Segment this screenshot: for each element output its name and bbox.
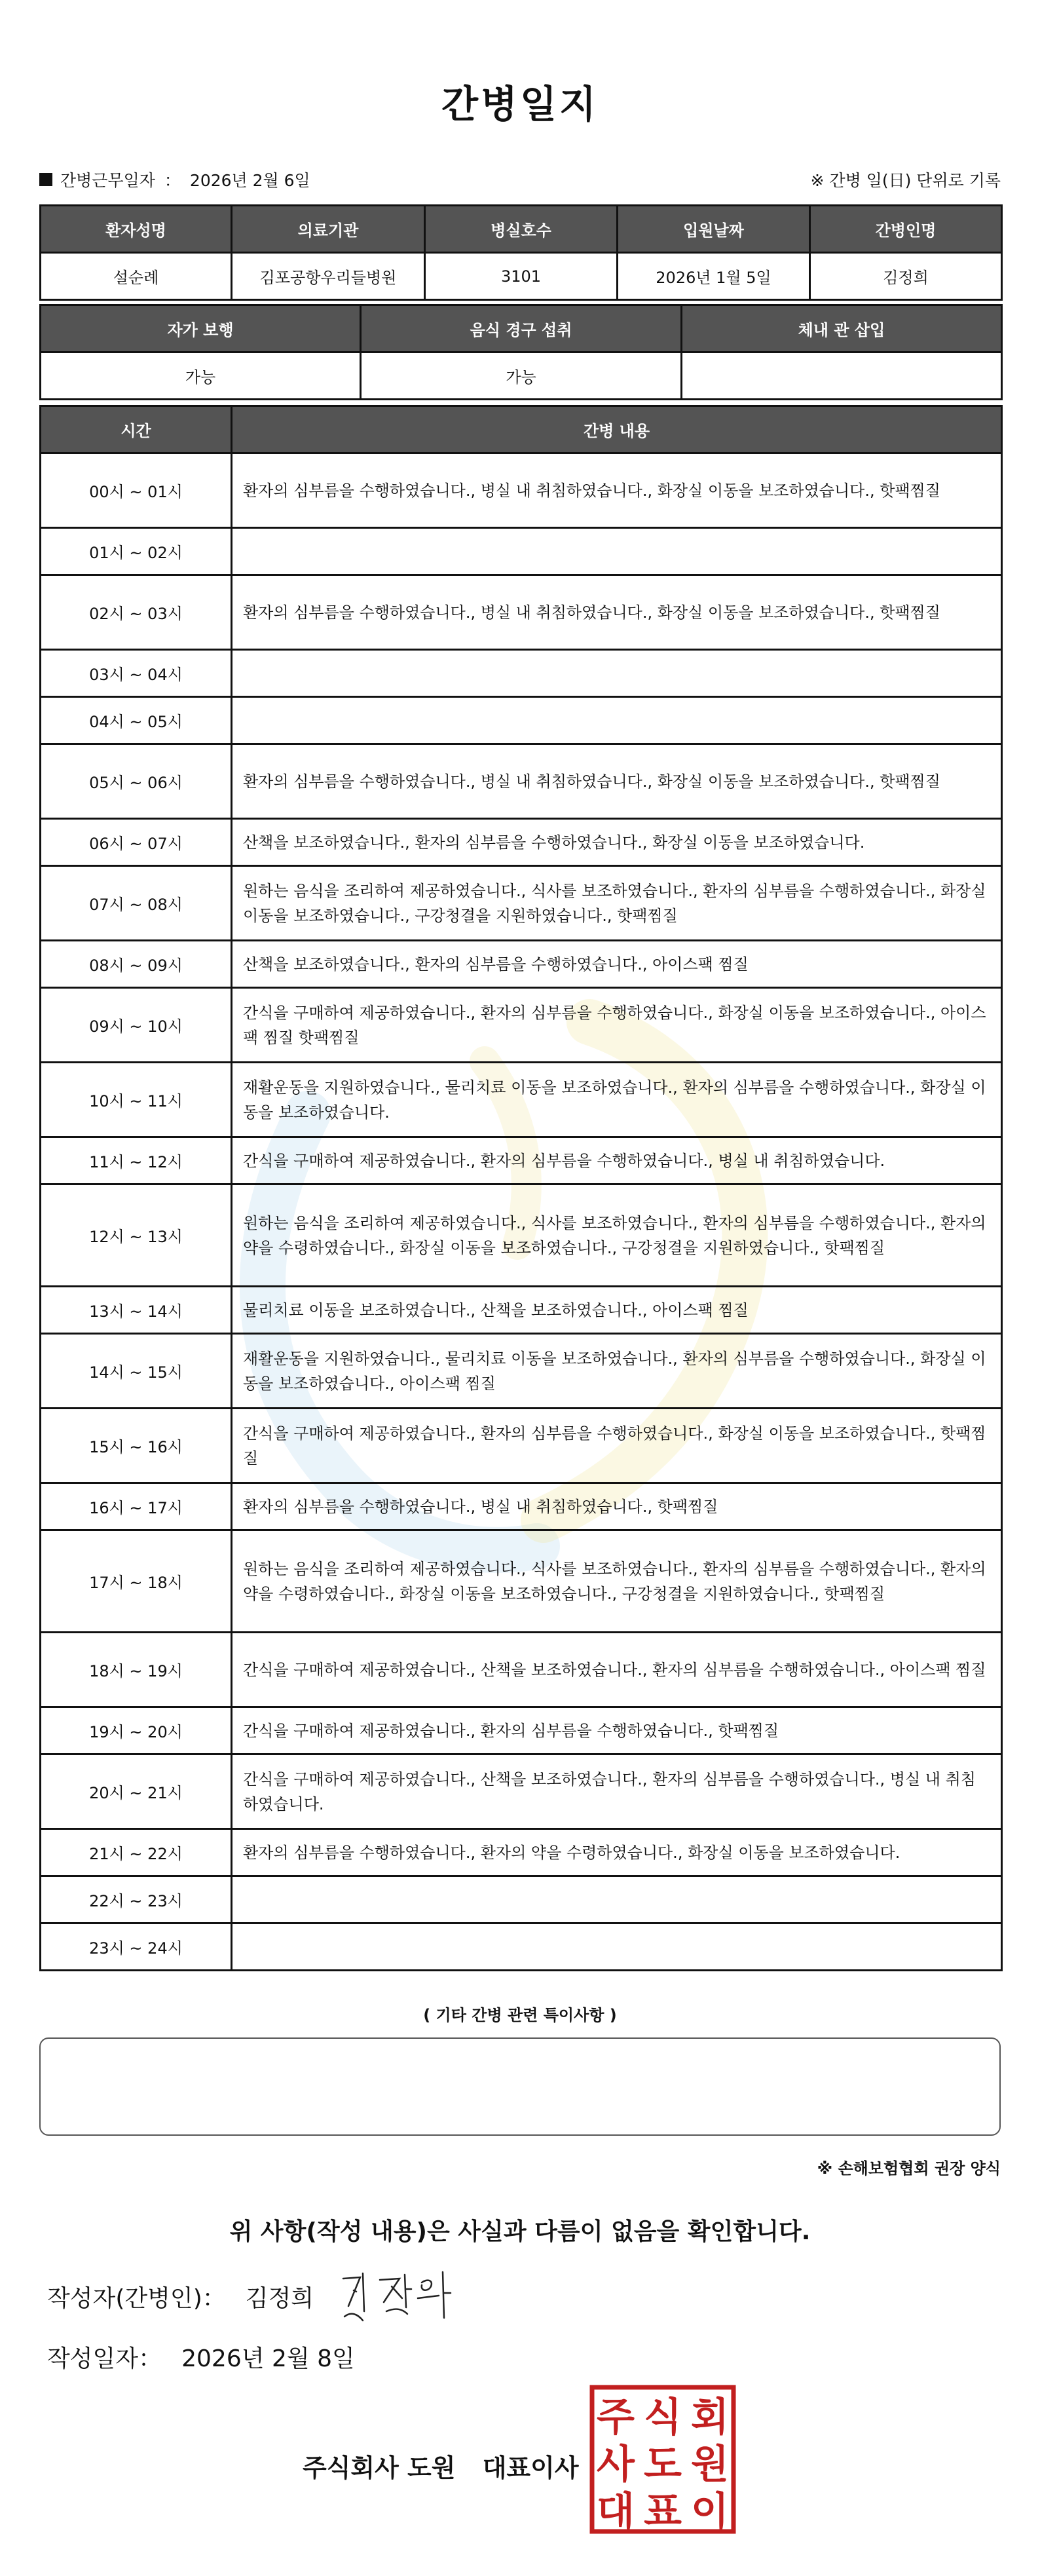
svg-text:회: 회 [691, 2395, 729, 2440]
care-log-content: 환자의 심부름을 수행하였습니다., 병실 내 취침하였습니다., 핫팩찜질 [232, 1483, 1002, 1530]
work-date-label: 간병근무일자 [60, 171, 155, 190]
patient-info-value-row [41, 253, 1002, 300]
care-log-time: 23시 ~ 24시 [41, 1923, 232, 1971]
header-self-walking: 자가 보행 [41, 305, 361, 352]
care-log-time: 05시 ~ 06시 [41, 744, 232, 819]
care-log-content: 간식을 구매하여 제공하였습니다., 환자의 심부름을 수행하였습니다., 핫팩찜질 [232, 1707, 1002, 1754]
care-log-time: 15시 ~ 16시 [41, 1409, 232, 1483]
care-log-time: 04시 ~ 05시 [41, 697, 232, 744]
care-log-row [41, 1754, 1002, 1829]
care-log-row [41, 744, 1002, 819]
value-room-number: 3101 [425, 253, 618, 300]
care-log-content: 원하는 음식을 조리하여 제공하였습니다., 식사를 보조하였습니다., 환자의 심부름을 수행하였습니다., 화장실 이동을 보조하였습니다., 구강청결을 지원하였습니다., 핫팩찜질 [232, 866, 1002, 941]
care-log-content: 간식을 구매하여 제공하였습니다., 환자의 심부름을 수행하였습니다., 화장실 이동을 보조하였습니다., 핫팩찜질 [232, 1409, 1002, 1483]
written-date-value: 2026년 2월 8일 [181, 2345, 355, 2372]
care-log-time: 00시 ~ 01시 [41, 453, 232, 528]
care-log-time: 07시 ~ 08시 [41, 866, 232, 941]
header-room-number: 병실호수 [425, 206, 618, 253]
care-log-row [41, 1137, 1002, 1184]
written-date-line [47, 2340, 355, 2374]
header-admission-date: 입원날짜 [618, 206, 810, 253]
care-log-row [41, 1530, 1002, 1633]
header-oral-intake: 음식 경구 섭취 [361, 305, 682, 352]
care-log-row [41, 1334, 1002, 1409]
care-log-time: 02시 ~ 03시 [41, 575, 232, 650]
care-log-row [41, 988, 1002, 1063]
care-log-row [41, 1063, 1002, 1137]
care-log-row [41, 1923, 1002, 1971]
care-log-time: 16시 ~ 17시 [41, 1483, 232, 1530]
care-log-time: 21시 ~ 22시 [41, 1829, 232, 1876]
care-log-time: 18시 ~ 19시 [41, 1633, 232, 1707]
special-notes-label: ( 기타 간병 관련 특이사항 ) [423, 2006, 617, 2024]
care-log-content: 원하는 음식을 조리하여 제공하였습니다., 식사를 보조하였습니다., 환자의 심부름을 수행하였습니다., 환자의 약을 수령하였습니다., 화장실 이동을 보조하였습니다., 구강청결을 지원하였습니다., 핫팩찜질 [232, 1530, 1002, 1633]
standard-form-note: ※ 손해보험협회 권장 양식 [817, 2159, 1001, 2178]
care-log-content [232, 650, 1002, 697]
value-admission-date: 2026년 1월 5일 [618, 253, 810, 300]
care-log-time: 17시 ~ 18시 [41, 1530, 232, 1633]
care-log-content [232, 1923, 1002, 1971]
care-log-row [41, 1707, 1002, 1754]
care-log-row [41, 1409, 1002, 1483]
care-log-content: 물리치료 이동을 보조하였습니다., 산책을 보조하였습니다., 아이스팩 찜질 [232, 1287, 1002, 1334]
writer-line [47, 2280, 314, 2313]
care-log-time: 06시 ~ 07시 [41, 819, 232, 866]
care-log-time: 12시 ~ 13시 [41, 1184, 232, 1287]
handwritten-signature [334, 2265, 458, 2324]
care-log-content: 산책을 보조하였습니다., 환자의 심부름을 수행하였습니다., 아이스팩 찜질 [232, 941, 1002, 988]
special-notes-text [41, 2039, 999, 2060]
meta-row [39, 168, 1001, 191]
patient-ability-table [39, 304, 1003, 400]
patient-info-table [39, 204, 1003, 301]
header-patient-name: 환자성명 [41, 206, 232, 253]
ability-value-row [41, 352, 1002, 400]
value-medical-institution: 김포공항우리들병원 [232, 253, 425, 300]
care-log-time: 13시 ~ 14시 [41, 1287, 232, 1334]
svg-text:원: 원 [691, 2442, 729, 2488]
header-care-content: 간병 내용 [232, 406, 1002, 453]
care-log-time: 09시 ~ 10시 [41, 988, 232, 1063]
care-log-time: 22시 ~ 23시 [41, 1876, 232, 1923]
work-date-colon: ： [164, 171, 181, 190]
care-log-content: 원하는 음식을 조리하여 제공하였습니다., 식사를 보조하였습니다., 환자의 심부름을 수행하였습니다., 환자의 약을 수령하였습니다., 화장실 이동을 보조하였습니다., 구강청결을 지원하였습니다., 핫팩찜질 [232, 1184, 1002, 1287]
care-log-content: 산책을 보조하였습니다., 환자의 심부름을 수행하였습니다., 화장실 이동을 보조하였습니다. [232, 819, 1002, 866]
care-log-row [41, 941, 1002, 988]
company-signature-line [303, 2448, 579, 2484]
care-log-row [41, 1483, 1002, 1530]
care-log-row [41, 1633, 1002, 1707]
care-log-content: 간식을 구매하여 제공하였습니다., 환자의 심부름을 수행하였습니다., 화장실 이동을 보조하였습니다., 아이스팩 찜질 핫팩찜질 [232, 988, 1002, 1063]
care-log-time: 11시 ~ 12시 [41, 1137, 232, 1184]
care-log-content: 재활운동을 지원하였습니다., 물리치료 이동을 보조하였습니다., 환자의 심부름을 수행하였습니다., 화장실 이동을 보조하였습니다., 아이스팩 찜질 [232, 1334, 1002, 1409]
page-title: 간병일지 [441, 82, 599, 126]
care-log-content: 환자의 심부름을 수행하였습니다., 환자의 약을 수령하였습니다., 화장실 이동을 보조하였습니다. [232, 1829, 1002, 1876]
care-log-content: 간식을 구매하여 제공하였습니다., 환자의 심부름을 수행하였습니다., 병실 내 취침하였습니다. [232, 1137, 1002, 1184]
header-tube-insertion: 체내 관 삽입 [682, 305, 1002, 352]
care-log-row [41, 866, 1002, 941]
care-log-time: 08시 ~ 09시 [41, 941, 232, 988]
value-patient-name: 설순례 [41, 253, 232, 300]
care-log-content [232, 528, 1002, 575]
work-date [39, 168, 310, 191]
header-medical-institution: 의료기관 [232, 206, 425, 253]
care-log-row [41, 575, 1002, 650]
care-log-content: 환자의 심부름을 수행하였습니다., 병실 내 취침하였습니다., 화장실 이동을 보조하였습니다., 핫팩찜질 [232, 453, 1002, 528]
svg-text:표: 표 [644, 2489, 682, 2534]
care-log-time: 14시 ~ 15시 [41, 1334, 232, 1409]
care-log-content: 환자의 심부름을 수행하였습니다., 병실 내 취침하였습니다., 화장실 이동을 보조하였습니다., 핫팩찜질 [232, 575, 1002, 650]
care-log-row [41, 819, 1002, 866]
care-log-row [41, 1876, 1002, 1923]
header-caregiver-name: 간병인명 [810, 206, 1002, 253]
confirmation-statement: 위 사항(작성 내용)은 사실과 다름이 없음을 확인합니다. [229, 2218, 811, 2245]
care-log-row [41, 650, 1002, 697]
care-log-row [41, 528, 1002, 575]
written-date-label: 작성일자： [47, 2345, 162, 2372]
svg-text:도: 도 [644, 2442, 682, 2488]
care-log-time: 19시 ~ 20시 [41, 1707, 232, 1754]
care-log-content: 환자의 심부름을 수행하였습니다., 병실 내 취침하였습니다., 화장실 이동을 보조하였습니다., 핫팩찜질 [232, 744, 1002, 819]
care-log-row [41, 697, 1002, 744]
care-log-row [41, 453, 1002, 528]
svg-text:주: 주 [597, 2395, 635, 2440]
value-self-walking: 가능 [41, 352, 361, 400]
special-notes-box [39, 2037, 1001, 2136]
care-log-time: 20시 ~ 21시 [41, 1754, 232, 1829]
ability-header-row [41, 305, 1002, 352]
care-log-time: 01시 ~ 02시 [41, 528, 232, 575]
company-seal-stamp [589, 2385, 736, 2534]
svg-text:식: 식 [644, 2395, 682, 2440]
company-name: 주식회사 도원 [303, 2453, 456, 2482]
company-role: 대표이사 [482, 2453, 579, 2482]
value-oral-intake: 가능 [361, 352, 682, 400]
care-log-row [41, 1829, 1002, 1876]
unit-note: ※ 간병 일(日) 단위로 기록 [810, 171, 1001, 190]
value-tube-insertion [682, 352, 1002, 400]
care-log-content: 재활운동을 지원하였습니다., 물리치료 이동을 보조하였습니다., 환자의 심부름을 수행하였습니다., 화장실 이동을 보조하였습니다. [232, 1063, 1002, 1137]
care-log-content [232, 697, 1002, 744]
svg-text:대: 대 [597, 2489, 635, 2534]
writer-label: 작성자(간병인)： [47, 2285, 226, 2312]
care-log-content: 간식을 구매하여 제공하였습니다., 산책을 보조하였습니다., 환자의 심부름을 수행하였습니다., 아이스팩 찜질 [232, 1633, 1002, 1707]
care-log-time: 10시 ~ 11시 [41, 1063, 232, 1137]
care-log-row [41, 1184, 1002, 1287]
care-log-time: 03시 ~ 04시 [41, 650, 232, 697]
patient-info-header-row [41, 206, 1002, 253]
svg-text:사: 사 [597, 2442, 635, 2488]
header-time: 시간 [41, 406, 232, 453]
value-caregiver-name: 김정희 [810, 253, 1002, 300]
care-log-content [232, 1876, 1002, 1923]
care-log-table [39, 405, 1003, 1971]
square-bullet-icon [39, 173, 52, 186]
svg-text:이: 이 [691, 2489, 729, 2534]
care-log-header-row [41, 406, 1002, 453]
care-log-row [41, 1287, 1002, 1334]
care-log-body [41, 453, 1002, 1971]
work-date-value: 2026년 2월 6일 [189, 171, 310, 190]
care-log-content: 간식을 구매하여 제공하였습니다., 산책을 보조하였습니다., 환자의 심부름을 수행하였습니다., 병실 내 취침하였습니다. [232, 1754, 1002, 1829]
writer-name: 김정희 [245, 2285, 314, 2312]
